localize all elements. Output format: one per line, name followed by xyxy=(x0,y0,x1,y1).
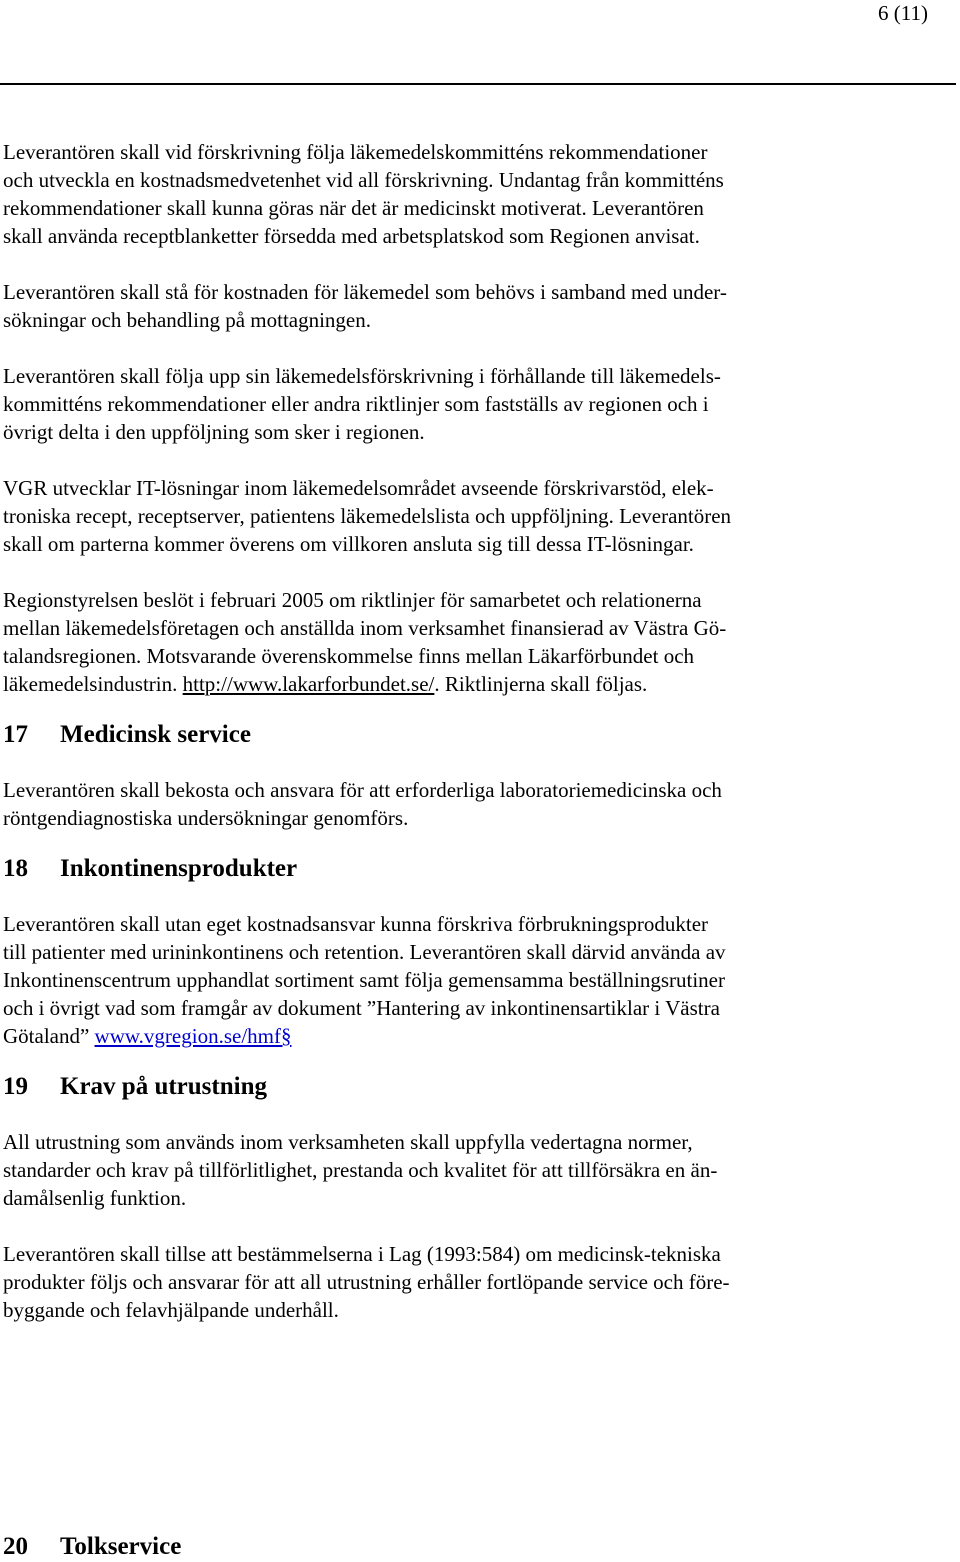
paragraph-utrustning-normer xyxy=(3,1128,855,1212)
lakarforbundet-link[interactable]: http://www.lakarforbundet.se/ xyxy=(182,672,435,696)
text-line: mellan läkemedelsföretagen och anställda inom verksamhet finansierad av Västra Gö- xyxy=(3,616,727,640)
text-line: sökningar och behandling på mottagningen. xyxy=(3,308,372,332)
text-line-with-link xyxy=(3,670,855,698)
paragraph-uppfoljning xyxy=(3,362,855,446)
section-18-heading xyxy=(3,854,855,884)
text-line: Leverantören skall vid förskrivning följa läkemedelskommitténs rekommendationer xyxy=(3,140,708,164)
text-line: troniska recept, receptserver, patientens läkemedelslista och uppföljning. Leverantören xyxy=(3,504,732,528)
text-line: Leverantören skall utan eget kostnadsansvar kunna förskriva förbrukningsprodukter xyxy=(3,912,709,936)
text-fragment: . Riktlinjerna skall följas. xyxy=(434,672,648,696)
section-number: 17 xyxy=(3,721,28,748)
text-line: Leverantören skall följa upp sin läkemedelsförskrivning i förhållande till läkemedels- xyxy=(3,364,721,388)
text-line: VGR utvecklar IT-lösningar inom läkemedelsområdet avseende förskrivarstöd, elek- xyxy=(3,476,714,500)
text-line: röntgendiagnostiska undersökningar genomförs. xyxy=(3,806,409,830)
text-line: standarder och krav på tillförlitlighet, prestanda och kvalitet för att tillförsäkra en än- xyxy=(3,1158,718,1182)
text-line: talandsregionen. Motsvarande överenskommelse finns mellan Läkarförbundet och xyxy=(3,644,695,668)
paragraph-utrustning-lag xyxy=(3,1240,855,1324)
section-title: Inkontinensprodukter xyxy=(60,855,298,882)
text-line: Regionstyrelsen beslöt i februari 2005 om riktlinjer för samarbetet och relationerna xyxy=(3,588,702,612)
section-20-heading xyxy=(3,1532,181,1562)
paragraph-kostnad xyxy=(3,278,855,334)
text-fragment: läkemedelsindustrin. xyxy=(3,672,183,696)
paragraph-regionstyrelsen xyxy=(3,586,855,698)
text-line: Leverantören skall tillse att bestämmelserna i Lag (1993:584) om medicinsk-tekniska xyxy=(3,1242,721,1266)
text-line: damålsenlig funktion. xyxy=(3,1186,187,1210)
text-line: byggande och felavhjälpande underhåll. xyxy=(3,1298,339,1322)
text-line: och utveckla en kostnadsmedvetenhet vid all förskrivning. Undantag från kommitténs xyxy=(3,168,724,192)
document-body xyxy=(3,138,855,1324)
paragraph-inkontinens xyxy=(3,910,855,1050)
section-number: 19 xyxy=(3,1073,28,1100)
text-line: övrigt delta i den uppföljning som sker i regionen. xyxy=(3,420,425,444)
text-line: rekommendationer skall kunna göras när det är medicinskt motiverat. Leverantören xyxy=(3,196,704,220)
section-title: Tolkservice xyxy=(60,1533,182,1560)
text-line: skall använda receptblanketter försedda med arbetsplatskod som Regionen anvisat. xyxy=(3,224,700,248)
text-line: skall om parterna kommer överens om villkoren ansluta sig till dessa IT-lösningar. xyxy=(3,532,694,556)
text-line: Inkontinenscentrum upphandlat sortiment samt följa gemensamma beställningsrutiner xyxy=(3,968,725,992)
text-line: produkter följs och ansvarar för att all utrustning erhåller fortlöpande service och före- xyxy=(3,1270,730,1294)
paragraph-it-losningar xyxy=(3,474,855,558)
text-line: All utrustning som används inom verksamheten skall uppfylla vedertagna normer, xyxy=(3,1130,693,1154)
text-fragment: Götaland” xyxy=(3,1024,95,1048)
text-line: Leverantören skall bekosta och ansvara för att erforderliga laboratoriemedicinska och xyxy=(3,778,722,802)
section-title: Medicinsk service xyxy=(60,721,251,748)
section-17-heading xyxy=(3,720,855,750)
paragraph-forskrivning xyxy=(3,138,855,250)
section-19-heading xyxy=(3,1072,855,1102)
paragraph-medicinsk-service xyxy=(3,776,855,832)
text-line: Leverantören skall stå för kostnaden för läkemedel som behövs i samband med under- xyxy=(3,280,727,304)
header-divider xyxy=(0,83,956,85)
section-title: Krav på utrustning xyxy=(60,1073,267,1100)
page-number: 6 (11) xyxy=(878,1,928,25)
section-number: 18 xyxy=(3,855,28,882)
text-line: till patienter med urininkontinens och retention. Leverantören skall därvid använda av xyxy=(3,940,726,964)
section-number: 20 xyxy=(3,1533,28,1560)
text-line-with-link xyxy=(3,1022,855,1050)
text-line: och i övrigt vad som framgår av dokument ”Hantering av inkontinensartiklar i Västra xyxy=(3,996,720,1020)
vgregion-hmf-link[interactable]: www.vgregion.se/hmf xyxy=(94,1024,281,1048)
text-line: kommitténs rekommendationer eller andra riktlinjer som fastställs av regionen och i xyxy=(3,392,709,416)
paragraph-mark-link[interactable]: § xyxy=(280,1024,292,1048)
